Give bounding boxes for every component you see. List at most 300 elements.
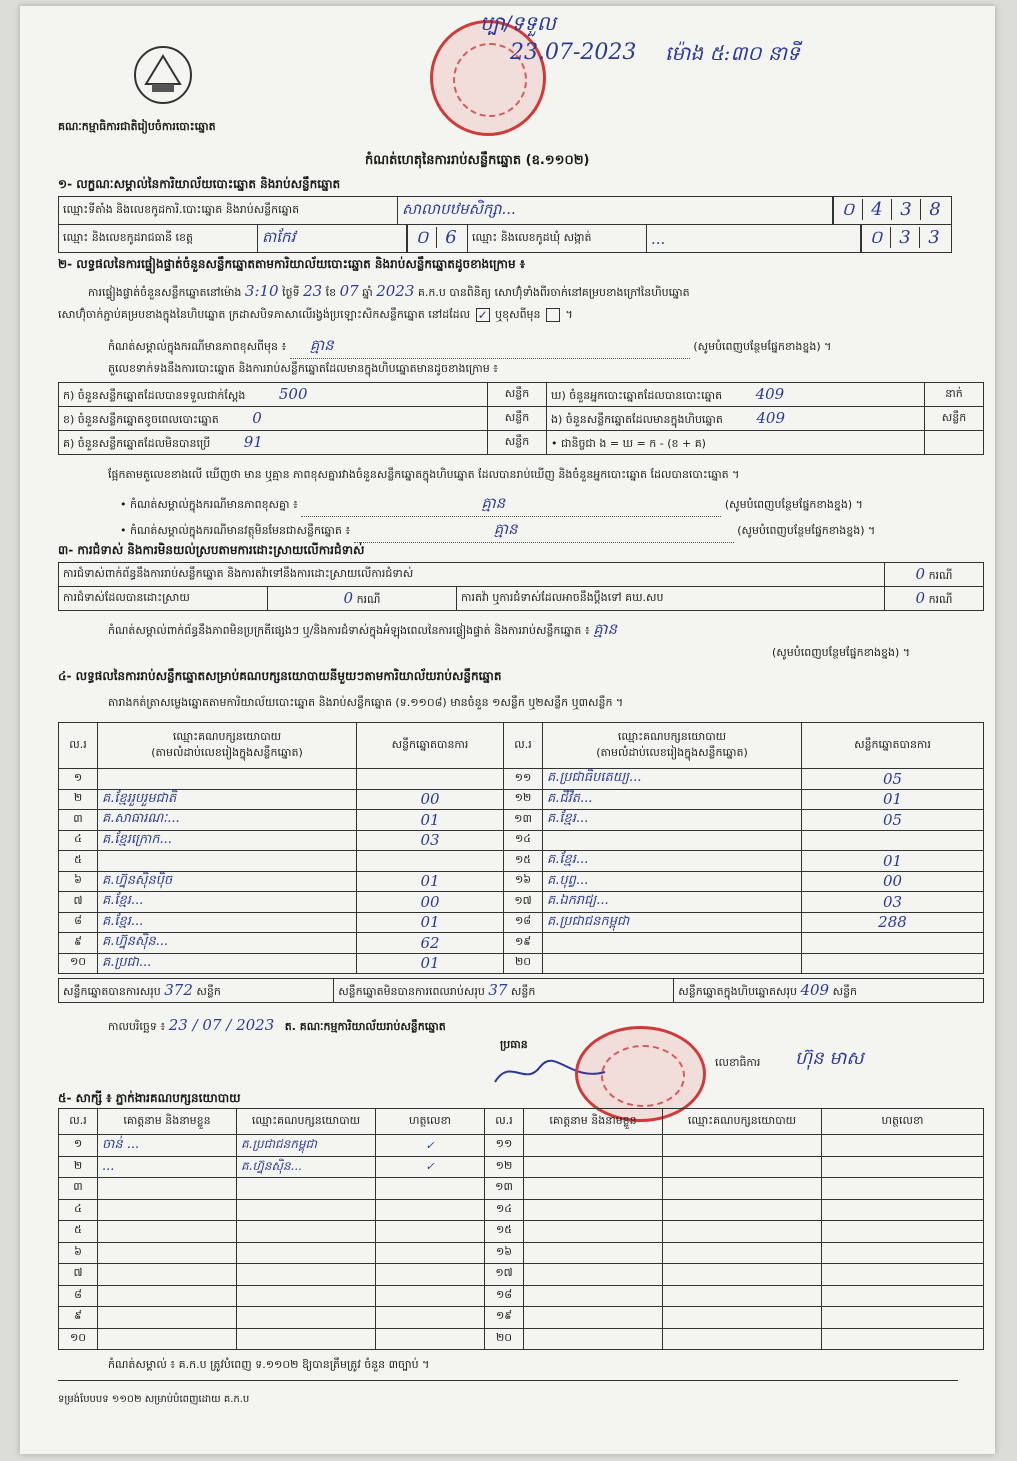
- verify-year-label: ឆ្នាំ: [362, 286, 373, 299]
- figures-table: [58, 382, 984, 455]
- figure-row: [59, 431, 984, 455]
- table-row: [59, 892, 984, 913]
- witness-signature: [376, 1307, 485, 1329]
- party-name: គ.ខ្មែរ...: [98, 892, 357, 913]
- row-no: ៤: [59, 1199, 98, 1221]
- form-title: កំណត់ហេតុនៃការរាប់សន្លឹកឆ្នោត (ឧ.១១០២): [365, 153, 590, 168]
- section3-heading: ៣- ការជំទាស់ និងការមិនយល់ស្របតាមការដោះស្រាយលើការជំទាស់: [58, 543, 365, 557]
- total-valid-label: សន្លឹកឆ្នោតបានការសរុប: [63, 984, 161, 998]
- bullet-object-value: គ្មាន: [354, 520, 734, 543]
- figure-row: [59, 383, 984, 407]
- received-time: ម៉ោង ៥:៣០ នាទី: [665, 41, 800, 65]
- table-row: [59, 933, 984, 954]
- row-no: ៩: [59, 1307, 98, 1329]
- objection-table: [58, 562, 984, 611]
- vote-count: 01: [802, 789, 984, 810]
- figure-label-text: គ) ចំនួនសន្លឹកឆ្នោតដែលមិនបានប្រើ: [63, 436, 211, 450]
- figure-unit: សន្លឹក: [488, 407, 547, 431]
- party-name: [98, 851, 357, 872]
- row-no: ២: [59, 789, 98, 810]
- total-valid-unit: សន្លឹក: [196, 984, 221, 998]
- witness-party: [663, 1221, 822, 1243]
- col-party-sub: (តាមលំដាប់លេខរៀងក្នុងសន្លឹកឆ្នោត): [151, 745, 303, 759]
- province-label: ឈ្មោះ និងលេខកូដរាជធានី ខេត្ត: [59, 225, 258, 253]
- date-value: 23 / 07 / 2023: [168, 1016, 275, 1034]
- figure-value: 0: [252, 408, 262, 427]
- row-no: ៥: [59, 1221, 98, 1243]
- witness-party: [237, 1264, 376, 1286]
- irregular-note-value: គ្មាន: [593, 620, 618, 638]
- row-no: ៣: [59, 1178, 98, 1200]
- total-invalid-unit: សន្លឹក: [510, 984, 536, 998]
- witness-name: [524, 1285, 663, 1307]
- verify-day: 23: [303, 282, 323, 300]
- figure-label-b: [547, 431, 925, 455]
- witness-signature: [822, 1328, 984, 1350]
- org-name: គណៈកម្មាធិការជាតិរៀបចំការបោះឆ្នោត: [58, 120, 216, 133]
- verify-time: 3:10: [244, 282, 279, 300]
- seal-text: សោហ៊ុំចាក់ភ្ជាប់គម្របខាងក្នុងនៃហិបឆ្នោត ក្រដាសបិទភាសាលើរង្វង់ប្រឡោះសិកសន្លឹកឆ្នោត នៅដដែល: [58, 308, 471, 321]
- verify-line-2: សោហ៊ុំចាក់ភ្ជាប់គម្របខាងក្នុងនៃហិបឆ្នោត ក្រដាសបិទភាសាលើរង្វង់ប្រឡោះសិកសន្លឹកឆ្នោត នៅដដែល ✓ ឬខុសពីមុន ។: [58, 308, 573, 322]
- row-no: ៧: [59, 892, 98, 913]
- party-name: គ.ខ្មែរ...: [98, 912, 357, 933]
- row-no: ៨: [59, 912, 98, 933]
- figure-value: 500: [278, 384, 308, 403]
- appeal-label: ការតវ៉ា ឬការជំទាស់ដែលអាចនឹងប្តឹងទៅ គឃ.សប: [457, 587, 885, 611]
- witness-signature: [822, 1199, 984, 1221]
- witness-table: [58, 1108, 984, 1350]
- table-row: [59, 1328, 984, 1350]
- verify-time-label: ការផ្ទៀងផ្ទាត់ចំនួនសន្លឹកឆ្នោតនៅម៉ោង: [88, 286, 242, 299]
- verify-month: 07: [339, 282, 359, 300]
- party-name: [98, 769, 357, 790]
- total-box: 409: [800, 980, 830, 999]
- party-name: គ.ជីវិត...: [543, 789, 802, 810]
- commune-label: ឈ្មោះ និងលេខកូដឃុំ សង្កាត់: [468, 225, 647, 253]
- row-no: ៦: [59, 1242, 98, 1264]
- vote-count: 01: [357, 953, 504, 974]
- commune-code-digit: 3: [890, 227, 919, 248]
- row-no: ១១: [485, 1135, 524, 1157]
- row-no: ៧: [59, 1264, 98, 1286]
- witness-name: ...: [98, 1156, 237, 1178]
- changed-label: ឬខុសពីមុន: [495, 308, 541, 321]
- party-name: គ.ប្រជាធិបតេយ្យ...: [543, 769, 802, 790]
- vote-count: 288: [802, 912, 984, 933]
- party-name: [543, 933, 802, 954]
- province-code-digit: 6: [436, 227, 465, 248]
- row-no: ១: [59, 769, 98, 790]
- figure-unit-b: នាក់: [925, 383, 984, 407]
- table-row: [59, 912, 984, 933]
- witness-party: [237, 1328, 376, 1350]
- witness-party: [663, 1135, 822, 1157]
- witness-party: [663, 1264, 822, 1286]
- document-sheet: [20, 6, 995, 1454]
- commune-code-digit: ០: [861, 225, 890, 252]
- chair-label: ប្រធាន: [500, 1038, 528, 1051]
- location-value: សាលាបឋមសិក្សា...: [398, 197, 833, 225]
- table-row: [59, 1199, 984, 1221]
- row-no: ១៩: [485, 1307, 524, 1329]
- section5-heading: ៥- សាក្សី ៖ ភ្នាក់ងារគណបក្សនយោបាយ: [58, 1091, 241, 1105]
- resolved-value: 0: [343, 588, 354, 607]
- witness-signature: [376, 1328, 485, 1350]
- results-table: [58, 722, 984, 974]
- vote-count: [357, 851, 504, 872]
- witness-party: [663, 1156, 822, 1178]
- table-row: [59, 1178, 984, 1200]
- party-name: គ.ប្រជាជនកម្ពុជា: [543, 912, 802, 933]
- row-no: ២: [59, 1156, 98, 1178]
- witness-name: [98, 1328, 237, 1350]
- total-box-label: សន្លឹកឆ្នោតក្នុងហិបឆ្នោតសរុប: [678, 984, 797, 998]
- vote-count: [802, 830, 984, 851]
- vote-count: 00: [802, 871, 984, 892]
- col-sign: ហត្ថលេខា: [376, 1109, 485, 1135]
- col-no: ល.រ: [485, 1109, 524, 1135]
- row-no: ៥: [59, 851, 98, 872]
- figure-label: [59, 383, 488, 407]
- witness-signature: [376, 1221, 485, 1243]
- bullet-diff-value: គ្មាន: [301, 494, 721, 517]
- vote-count: 00: [357, 789, 504, 810]
- section4-intro: តារាងកត់ត្រាសម្លេងឆ្នោតតាមការិយាល័យបោះឆ្នោត និងរាប់សន្លឹកឆ្នោត (ទ.១១០៨) មានចំនួន ១សន្លឹក ឬ២សន្លឹក ឬ៣សន្លឹក ។: [108, 696, 624, 709]
- figure-label-b-text: • ជានិច្ចជា ង = ឃ = ក - (ខ + គ): [551, 436, 706, 450]
- witness-name: [98, 1285, 237, 1307]
- witness-party: [663, 1199, 822, 1221]
- witness-name: [524, 1264, 663, 1286]
- section1-heading: ១- លក្ខណៈសម្គាល់នៃការិយាល័យបោះឆ្នោត និងរាប់សន្លឹកឆ្នោត: [58, 177, 341, 191]
- col-name: គោត្តនាម និងនាមខ្លួន: [524, 1109, 663, 1135]
- witness-name: [98, 1221, 237, 1243]
- witness-name: [524, 1199, 663, 1221]
- note-hint: (សូមបំពេញបន្ថែមផ្នែកខាងខ្នង) ។: [693, 340, 832, 353]
- witness-party: [663, 1328, 822, 1350]
- committee-label: ត. គណៈកម្មការិយាល័យរាប់សន្លឹកឆ្នោត: [284, 1020, 446, 1033]
- witness-signature: [822, 1135, 984, 1157]
- received-date: 23.07-2023: [510, 40, 637, 65]
- compare-line: ផ្អែកតាមតួលេខខាងលើ ឃើញថា មាន ឬគ្មាន ភាពខុសគ្នារវាងចំនួនសន្លឹកឆ្នោតក្នុងហិបឆ្នោត ដែលបានរាប់ឃើញ និងចំនួនអ្នកបោះឆ្នោត ដែលបានបោះឆ្នោត ។: [108, 468, 740, 481]
- total-invalid-label: សន្លឹកឆ្នោតមិនបានការពេលរាប់សរុប: [338, 984, 485, 998]
- party-name: [543, 953, 802, 974]
- col-party: ឈ្មោះគណបក្សនយោបាយ: [172, 729, 282, 743]
- table-row: [59, 830, 984, 851]
- bullet-diff-label: • កំណត់សម្គាល់ក្នុងករណីមានភាពខុសគ្នា ៖: [120, 498, 298, 511]
- row-no: ១៨: [485, 1285, 524, 1307]
- witness-name: [98, 1199, 237, 1221]
- col-sign: ហត្ថលេខា: [822, 1109, 984, 1135]
- figure-value-b: 409: [756, 408, 786, 427]
- figure-value: 91: [243, 432, 263, 451]
- vote-count: [802, 933, 984, 954]
- secretary-label: លេខាធិការ: [715, 1056, 761, 1069]
- table-row: [59, 1221, 984, 1243]
- witness-party: [663, 1178, 822, 1200]
- figure-unit: សន្លឹក: [488, 431, 547, 455]
- witness-signature: [822, 1285, 984, 1307]
- vote-count: 03: [357, 830, 504, 851]
- figure-label-b: [547, 383, 925, 407]
- row-no: ១២: [504, 789, 543, 810]
- table-row: [59, 1285, 984, 1307]
- vote-count: 00: [357, 892, 504, 913]
- table-row: [59, 1135, 984, 1157]
- witness-party: [663, 1242, 822, 1264]
- witness-name: [524, 1178, 663, 1200]
- row-no: ២០: [485, 1328, 524, 1350]
- figure-label: [59, 431, 488, 455]
- province-value: តាកែវ: [258, 225, 407, 253]
- col-no: ល.រ: [59, 1109, 98, 1135]
- party-name: គ.ប្រជា...: [98, 953, 357, 974]
- witness-signature: [376, 1264, 485, 1286]
- witness-name: [524, 1307, 663, 1329]
- commune-code-digit: 3: [919, 227, 948, 248]
- row-no: ១៧: [504, 892, 543, 913]
- witness-party: [663, 1307, 822, 1329]
- witness-name: [98, 1242, 237, 1264]
- total-invalid: 37: [488, 980, 508, 999]
- figure-row: [59, 407, 984, 431]
- resolved-unit: ករណី: [356, 592, 381, 606]
- row-no: ៨: [59, 1285, 98, 1307]
- row-no: ១១: [504, 769, 543, 790]
- vote-count: 01: [357, 871, 504, 892]
- vote-count: 01: [357, 912, 504, 933]
- figure-label-b-text: ង) ចំនួនសន្លឹកឆ្នោតដែលមានក្នុងហិបឆ្នោត: [551, 412, 723, 426]
- total-valid-cell: [59, 979, 334, 1003]
- section1-table-row2: [58, 224, 952, 253]
- vote-count: [357, 769, 504, 790]
- witness-signature: [822, 1178, 984, 1200]
- row-no: ៩: [59, 933, 98, 954]
- row-no: ១: [59, 1135, 98, 1157]
- witness-party: គ.ប្រជាជនកម្ពុជា: [237, 1135, 376, 1157]
- figure-unit-b: [925, 431, 984, 455]
- row-no: ១៤: [504, 830, 543, 851]
- witness-signature: [822, 1156, 984, 1178]
- same-checkbox[interactable]: ✓: [477, 308, 488, 322]
- party-name: គ.សាធារណៈ...: [98, 810, 357, 831]
- total-box-cell: [674, 979, 984, 1003]
- col-no: ល.រ: [59, 723, 98, 769]
- witness-name: [524, 1242, 663, 1264]
- witness-name: [98, 1264, 237, 1286]
- witness-name: [98, 1307, 237, 1329]
- figure-label-text: ក) ចំនួនសន្លឹកឆ្នោតដែលបានទទួលជាក់ស្តែង: [63, 388, 246, 402]
- row-no: ៣: [59, 810, 98, 831]
- commune-value: ...: [647, 225, 861, 253]
- witness-signature: ✓: [376, 1156, 485, 1178]
- appeal-unit: ករណី: [928, 592, 953, 606]
- total-valid: 372: [164, 980, 193, 999]
- changed-checkbox[interactable]: [546, 308, 560, 322]
- row-no: ១៩: [504, 933, 543, 954]
- secretary-signature: ហ៊ុន មាស: [795, 1048, 864, 1069]
- witness-signature: [376, 1285, 485, 1307]
- party-name: គ.ខ្មែរ...: [543, 810, 802, 831]
- vote-count: 62: [357, 933, 504, 954]
- location-code-digit: ០: [833, 197, 862, 224]
- vote-count: 05: [802, 810, 984, 831]
- party-name: [543, 830, 802, 851]
- witness-signature: [822, 1221, 984, 1243]
- objection-label: ការជំទាស់ពាក់ព័ន្ធនឹងការរាប់សន្លឹកឆ្នោត និងការតវ៉ាទៅនឹងការដោះស្រាយលើការជំទាស់: [59, 563, 885, 587]
- witness-party: [663, 1285, 822, 1307]
- total-box-unit: សន្លឹក: [832, 984, 858, 998]
- vote-count: 01: [802, 851, 984, 872]
- bullet-object-label: • កំណត់សម្គាល់ក្នុងករណីមានវត្ថុមិនមែនជាសន្លឹកឆ្នោត ៖: [120, 524, 351, 537]
- col-votes: សន្លឹកឆ្នោតបានការ: [357, 723, 504, 769]
- location-code-digit: 3: [891, 199, 920, 220]
- resolved-label: ការជំទាស់ដែលបានដោះស្រាយ: [59, 587, 268, 611]
- table-row: [59, 1264, 984, 1286]
- figure-value-b: 409: [755, 384, 785, 403]
- bullet-object-hint: (សូមបំពេញបន្ថែមផ្នែកខាងខ្នង) ។: [737, 524, 876, 537]
- witness-name: [98, 1178, 237, 1200]
- col-party: ឈ្មោះគណបក្សនយោបាយ: [663, 1109, 822, 1135]
- witness-party: [237, 1307, 376, 1329]
- party-name: គ.ហ្វ៊ុនស៊ិន...: [98, 933, 357, 954]
- figure-label: [59, 407, 488, 431]
- section1-table: [58, 196, 952, 225]
- witness-party: [237, 1221, 376, 1243]
- row-no: ១៥: [485, 1221, 524, 1243]
- witness-name: [524, 1221, 663, 1243]
- row-no: ១៨: [504, 912, 543, 933]
- received-note: ប្បា/ទទួល: [480, 11, 556, 35]
- figures-intro: តួលេខទាក់ទងនឹងការបោះឆ្នោត និងការរាប់សន្លឹកឆ្នោតដែលមានក្នុងហិបឆ្នោតមានដូចខាងក្រោម ៖: [108, 362, 499, 375]
- party-name: គ.ហ្វ៊ុនស៊ិនប៉ិច: [98, 871, 357, 892]
- table-row: [59, 871, 984, 892]
- figure-unit-b: សន្លឹក: [925, 407, 984, 431]
- party-name: គ.ឯករាជ្យ...: [543, 892, 802, 913]
- appeal-value: 0: [915, 588, 926, 607]
- row-no: ១៦: [485, 1242, 524, 1264]
- form-version: ទម្រង់បែបបទ ១១០២ សម្រាប់បំពេញដោយ គ.ក.ប: [58, 1394, 250, 1405]
- objection-unit: ករណី: [928, 568, 953, 582]
- location-label: ឈ្មោះទីតាំង និងលេខកូដការិ.បោះឆ្នោត និងរាប់សន្លឹកឆ្នោត: [59, 197, 398, 225]
- vote-count: [802, 953, 984, 974]
- row-no: ១០: [59, 953, 98, 974]
- witness-signature: [822, 1242, 984, 1264]
- verify-year: 2023: [376, 282, 415, 300]
- witness-party: គ.ហ្វ៊ុនស៊ិន...: [237, 1156, 376, 1178]
- party-name: គ.ខ្មែរក្រោក...: [98, 830, 357, 851]
- party-name: គ.បុព្វ...: [543, 871, 802, 892]
- col-party: ឈ្មោះគណបក្សនយោបាយ: [617, 729, 727, 743]
- verify-day-label: ថ្ងៃទី: [282, 286, 300, 299]
- vote-count: 03: [802, 892, 984, 913]
- row-no: ១៧: [485, 1264, 524, 1286]
- witness-signature: ✓: [376, 1135, 485, 1157]
- row-no: ១៥: [504, 851, 543, 872]
- row-no: ៦: [59, 871, 98, 892]
- table-row: [59, 1156, 984, 1178]
- divider: [58, 1380, 958, 1381]
- col-party-sub: (តាមលំដាប់លេខរៀងក្នុងសន្លឹកឆ្នោត): [596, 745, 748, 759]
- totals-table: [58, 978, 984, 1003]
- row-no: ១៣: [504, 810, 543, 831]
- col-name: គោត្តនាម និងនាមខ្លួន: [98, 1109, 237, 1135]
- witness-party: [237, 1242, 376, 1264]
- irregular-note: [108, 620, 968, 642]
- figure-label-b-text: ឃ) ចំនួនអ្នកបោះឆ្នោតដែលបានបោះឆ្នោត: [551, 388, 723, 402]
- table-row: [59, 1242, 984, 1264]
- witness-party: [237, 1199, 376, 1221]
- objection-value: 0: [915, 564, 926, 583]
- witness-signature: [376, 1199, 485, 1221]
- row-no: ១៦: [504, 871, 543, 892]
- note-label: កំណត់សម្គាល់ក្នុងករណីមានភាពខុសពីមុន ៖: [108, 340, 287, 353]
- witness-name: [524, 1328, 663, 1350]
- bullet-diff-hint: (សូមបំពេញបន្ថែមផ្នែកខាងខ្នង) ។: [724, 498, 863, 511]
- table-row: [59, 953, 984, 974]
- verify-month-label: ខែ: [325, 286, 337, 299]
- table-row: [59, 810, 984, 831]
- emblem-icon: [132, 44, 194, 106]
- date-label: កាលបរិច្ឆេទ ៖: [108, 1020, 166, 1033]
- row-no: ៤: [59, 830, 98, 851]
- col-party: ឈ្មោះគណបក្សនយោបាយ: [237, 1109, 376, 1135]
- witness-signature: [822, 1264, 984, 1286]
- irregular-note-label: កំណត់សម្គាល់ពាក់ព័ន្ធនឹងភាពមិនប្រក្រតីផ្សេងៗ ឬ/និងការជំទាស់ក្នុងអំឡុងពេលនៃការផ្ទៀងផ្ទាត់ និងការរាប់សន្លឹកឆ្នោត ៖: [108, 624, 590, 637]
- figure-unit: សន្លឹក: [488, 383, 547, 407]
- table-row: [59, 851, 984, 872]
- witness-party: [237, 1178, 376, 1200]
- row-no: ១០: [59, 1328, 98, 1350]
- table-row: [59, 769, 984, 790]
- row-no: ១៣: [485, 1178, 524, 1200]
- note-value: គ្មាន: [290, 336, 690, 359]
- witness-signature: [822, 1307, 984, 1329]
- witness-party: [237, 1285, 376, 1307]
- figure-label-text: ខ) ចំនួនសន្លឹកឆ្នោតខូចពេលបោះឆ្នោត: [63, 412, 219, 426]
- bullet-object: [120, 520, 980, 543]
- witness-name: [524, 1156, 663, 1178]
- section2-heading: ២- លទ្ធផលនៃការផ្ទៀងផ្ទាត់ចំនួនសន្លឹកឆ្នោតតាមការិយាល័យបោះឆ្នោត និងរាប់សន្លឹកឆ្នោតដូចខាងក្រោម ៖: [58, 257, 526, 271]
- vote-count: 05: [802, 769, 984, 790]
- col-no: ល.រ: [504, 723, 543, 769]
- vote-count: 01: [357, 810, 504, 831]
- table-row: [59, 789, 984, 810]
- row-no: ១៤: [485, 1199, 524, 1221]
- witness-signature: [376, 1178, 485, 1200]
- party-name: គ.ខ្មែររួបរួមជាតិ: [98, 789, 357, 810]
- location-code-digit: 4: [862, 199, 891, 220]
- irregular-note-hint: (សូមបំពេញបន្ថែមផ្នែកខាងខ្នង) ។: [772, 646, 911, 659]
- witness-name: [524, 1135, 663, 1157]
- party-name: គ.ខ្មែរ...: [543, 851, 802, 872]
- note-line: [108, 336, 968, 359]
- col-votes: សន្លឹកឆ្នោតបានការ: [802, 723, 984, 769]
- location-code-digit: 8: [920, 199, 949, 220]
- date-line: [108, 1016, 446, 1036]
- province-code-digit: ០: [407, 225, 436, 252]
- verify-line-1: [88, 282, 968, 302]
- row-no: ១២: [485, 1156, 524, 1178]
- row-no: ២០: [504, 953, 543, 974]
- total-invalid-cell: [334, 979, 674, 1003]
- footnote: កំណត់សម្គាល់ ៖ គ.ក.ប ត្រូវបំពេញ ទ.១១០២ ឱ្យបានត្រឹមត្រូវ ចំនួន ៣ច្បាប់ ។: [108, 1358, 430, 1371]
- table-row: [59, 1307, 984, 1329]
- section4-heading: ៤- លទ្ធផលនៃការរាប់សន្លឹកឆ្នោតសម្រាប់គណបក្សនយោបាយនីមួយៗតាមការិយាល័យរាប់សន្លឹកឆ្នោត: [58, 669, 502, 683]
- witness-name: ចាន់ ...: [98, 1135, 237, 1157]
- witness-signature: [376, 1242, 485, 1264]
- figure-label-b: [547, 407, 925, 431]
- verify-rest: គ.ក.ប បានពិនិត្យ សោហ៊ុំទាំងពីរចាក់នៅគម្របខាងក្រៅនៃហិបឆ្នោត: [417, 286, 690, 299]
